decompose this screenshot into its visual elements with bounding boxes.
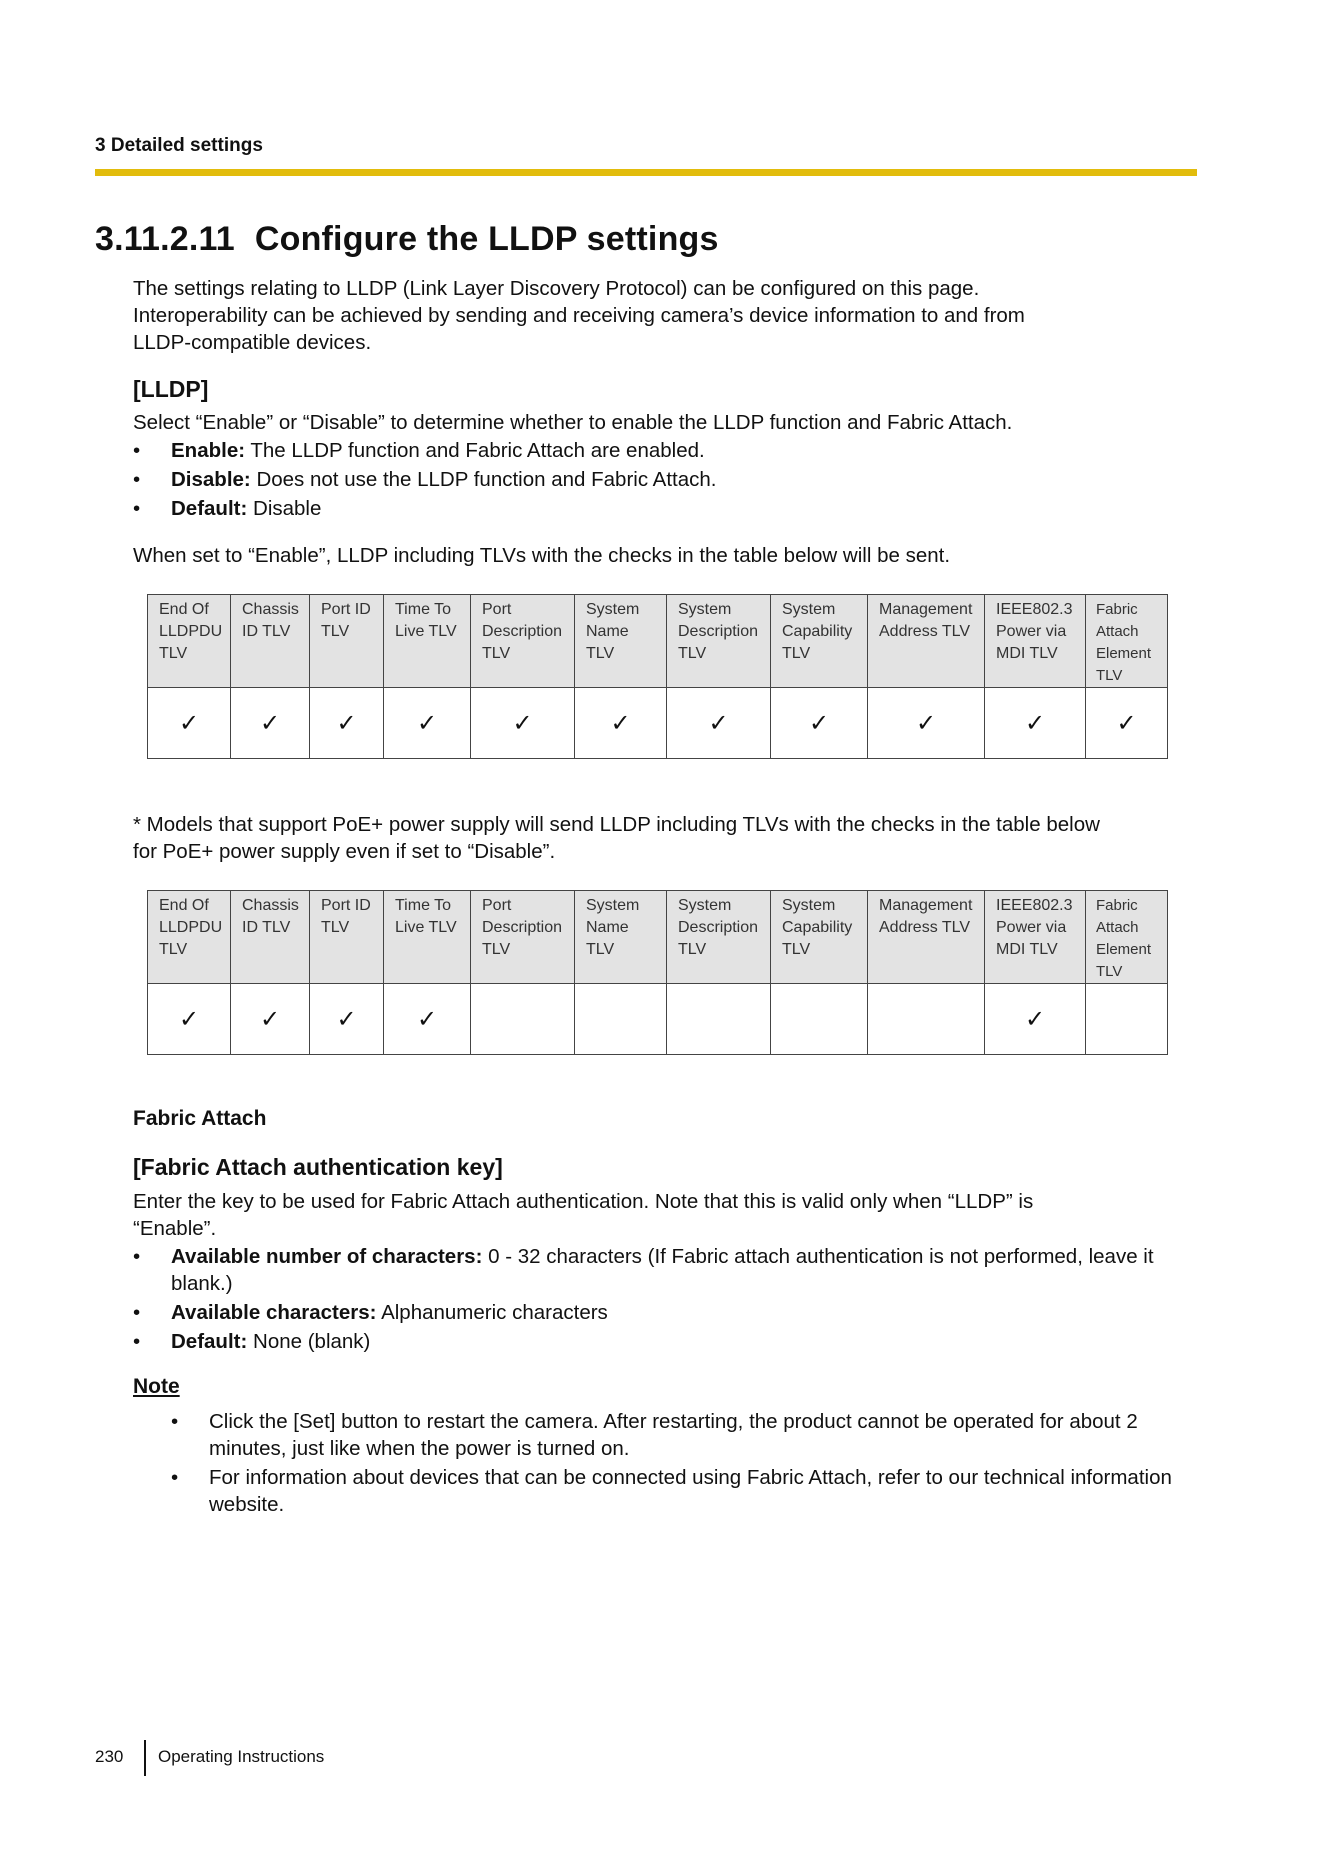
tlv-table-poe (147, 890, 1168, 1055)
check-mark: ✓ (416, 1005, 438, 1033)
column-header: End Of LLDPDU TLV (148, 891, 231, 984)
section-title (95, 220, 719, 259)
column-header: IEEE802.3 Power via MDI TLV (985, 891, 1086, 984)
note-heading: Note (133, 1375, 180, 1398)
column-header: System Name TLV (575, 891, 667, 984)
check-cell (384, 984, 471, 1055)
check-cell (231, 984, 310, 1055)
column-header: System Capability TLV (771, 891, 868, 984)
fabric-description (133, 1188, 1203, 1242)
column-header: System Description TLV (667, 891, 771, 984)
fabric-attach-heading: Fabric Attach (133, 1107, 267, 1130)
page-number: 230 (95, 1747, 124, 1766)
check-cell (1086, 984, 1168, 1055)
check-cell (771, 984, 868, 1055)
check-mark: ✓ (1116, 709, 1137, 737)
check-cell (148, 688, 231, 759)
lldp-bullets (133, 437, 1203, 524)
fabric-bullets (133, 1243, 1213, 1357)
list-item: • Click the [Set] button to restart the camera. After restarting, the product cannot be operated for about 2 minutes, just like when the power is turned on. (171, 1410, 1138, 1460)
footer-divider (144, 1740, 146, 1776)
list-item: • For information about devices that can be connected using Fabric Attach, refer to our technical information website. (171, 1466, 1172, 1516)
column-header: Fabric Attach Element TLV (1086, 891, 1168, 984)
check-cell (310, 688, 384, 759)
list-item: • Available characters: Alphanumeric characters (133, 1301, 608, 1324)
column-header: System Capability TLV (771, 595, 868, 688)
check-cell (471, 688, 575, 759)
check-mark: ✓ (259, 709, 281, 737)
list-item: • Default: Disable (133, 497, 322, 520)
footer-title: Operating Instructions (158, 1747, 325, 1766)
column-header: Port Description TLV (471, 891, 575, 984)
intro-line: The settings relating to LLDP (Link Layer Discovery Protocol) can be configured on this page. (133, 277, 980, 300)
check-cell (667, 984, 771, 1055)
column-header: Fabric Attach Element TLV (1086, 595, 1168, 688)
column-header: Port Description TLV (471, 595, 575, 688)
check-mark: ✓ (336, 1005, 357, 1033)
list-item: • Available number of characters: 0 - 32 characters (If Fabric attach authentication is not performed, leave it blank.) (133, 1245, 1154, 1295)
list-item: • Default: None (blank) (133, 1330, 371, 1353)
poe-note-line: * Models that support PoE+ power supply will send LLDP including TLVs with the checks in the table below (133, 813, 1100, 836)
tlv-table-enable (147, 594, 1168, 759)
running-header: 3 Detailed settings (95, 135, 263, 156)
check-cell (667, 688, 771, 759)
check-mark: ✓ (259, 1005, 281, 1033)
column-header: Time To Live TLV (384, 595, 471, 688)
intro-paragraph (133, 275, 1203, 356)
check-mark: ✓ (178, 1005, 200, 1033)
check-mark: ✓ (708, 709, 729, 737)
check-mark: ✓ (1024, 709, 1046, 737)
section-title-text: Configure the LLDP settings (254, 220, 719, 258)
section-number: 3.11.2.11 (95, 220, 235, 258)
check-mark: ✓ (808, 709, 830, 737)
column-header: Chassis ID TLV (231, 595, 310, 688)
intro-line: Interoperability can be achieved by sending and receiving camera’s device information to and from (133, 304, 1025, 327)
table-intro: When set to “Enable”, LLDP including TLVs with the checks in the table below will be sent. (133, 544, 951, 567)
check-cell (384, 688, 471, 759)
list-item: • Disable: Does not use the LLDP function and Fabric Attach. (133, 468, 717, 491)
check-cell (575, 688, 667, 759)
check-cell (310, 984, 384, 1055)
table-row (148, 688, 1168, 759)
check-mark: ✓ (416, 709, 438, 737)
note-list (171, 1408, 1206, 1520)
check-cell (1086, 688, 1168, 759)
check-cell (868, 688, 985, 759)
check-mark: ✓ (178, 709, 200, 737)
column-header: Port ID TLV (310, 595, 384, 688)
fabric-description-line: Enter the key to be used for Fabric Attach authentication. Note that this is valid only when “LLDP” is (133, 1190, 1034, 1213)
check-cell (771, 688, 868, 759)
column-header: Time To Live TLV (384, 891, 471, 984)
check-cell (148, 984, 231, 1055)
poe-note-line: for PoE+ power supply even if set to “Disable”. (133, 840, 556, 863)
column-header: System Description TLV (667, 595, 771, 688)
check-cell (985, 688, 1086, 759)
column-header: Chassis ID TLV (231, 891, 310, 984)
check-mark: ✓ (512, 709, 533, 737)
check-mark: ✓ (915, 709, 937, 737)
column-header: End Of LLDPDU TLV (148, 595, 231, 688)
check-cell (868, 984, 985, 1055)
check-mark: ✓ (1024, 1005, 1046, 1033)
check-mark: ✓ (610, 709, 631, 737)
column-header: Management Address TLV (868, 595, 985, 688)
check-cell (985, 984, 1086, 1055)
lldp-heading: [LLDP] (133, 376, 209, 402)
fabric-key-heading: [Fabric Attach authentication key] (133, 1154, 503, 1180)
list-item: • Enable: The LLDP function and Fabric Attach are enabled. (133, 439, 705, 462)
column-header: Management Address TLV (868, 891, 985, 984)
lldp-description: Select “Enable” or “Disable” to determine whether to enable the LLDP function and Fabric Attach. (133, 411, 1013, 434)
check-cell (575, 984, 667, 1055)
header-rule (95, 169, 1197, 176)
poe-note (133, 811, 1203, 865)
table-row (148, 984, 1168, 1055)
check-mark: ✓ (336, 709, 357, 737)
fabric-description-line: “Enable”. (133, 1217, 217, 1240)
column-header: IEEE802.3 Power via MDI TLV (985, 595, 1086, 688)
check-cell (471, 984, 575, 1055)
column-header: Port ID TLV (310, 891, 384, 984)
intro-line: LLDP-compatible devices. (133, 331, 372, 354)
column-header: System Name TLV (575, 595, 667, 688)
check-cell (231, 688, 310, 759)
